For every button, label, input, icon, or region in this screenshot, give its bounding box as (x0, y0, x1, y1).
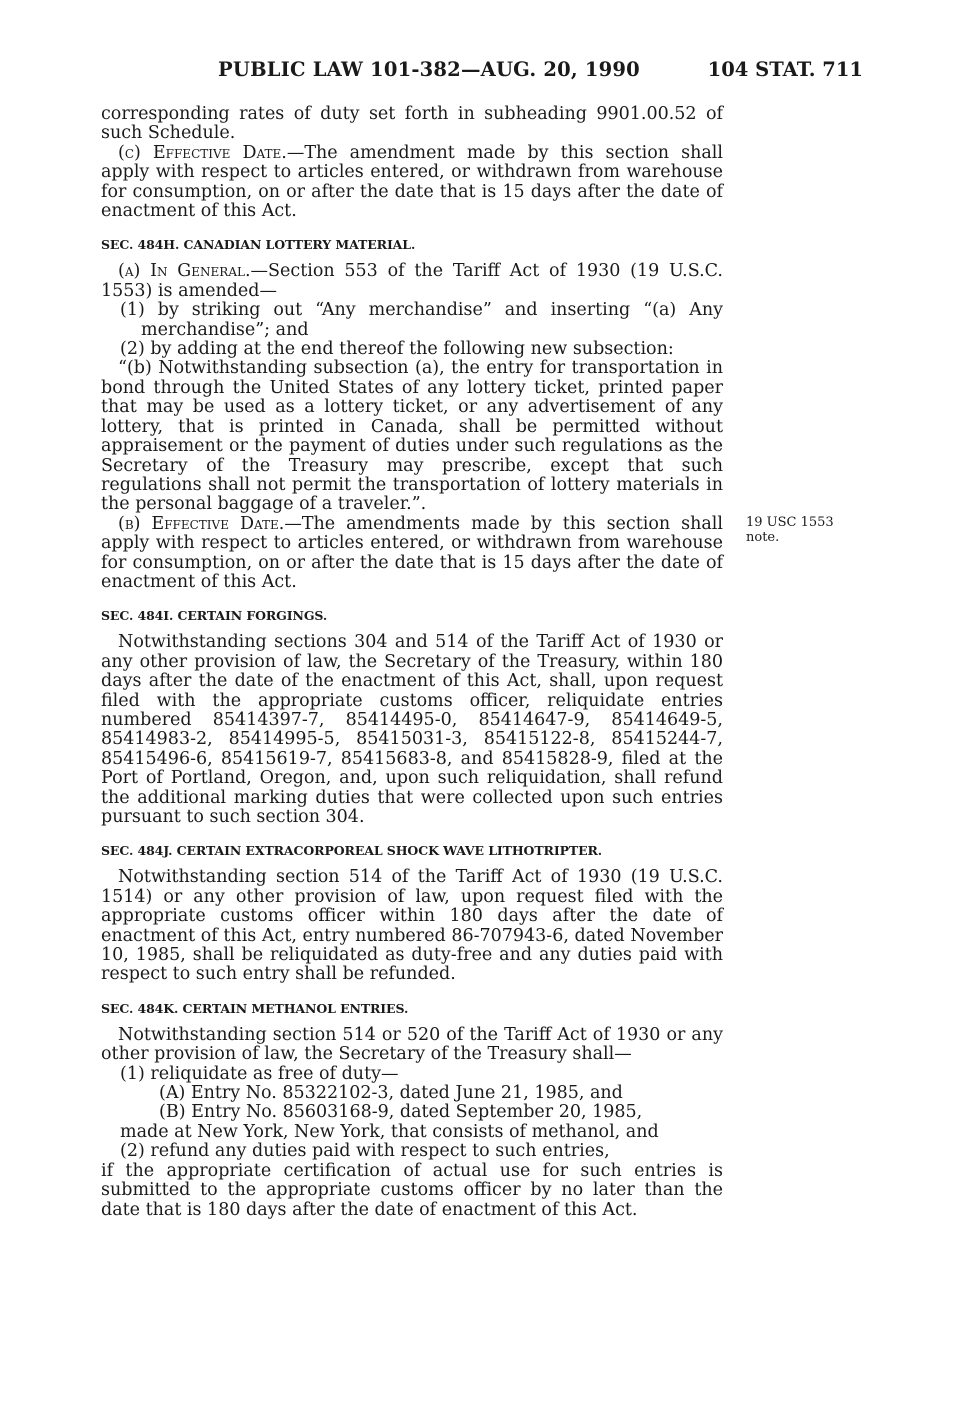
quoted-subsection-b: “(b) Notwithstanding subsection (a), the entry for transportation in bond through the United States of any lottery ticket, printed paper that may be used as a lottery ticket, or any advertisement of any lottery, that is printed in Canada, shall be permitted without appraisement or the payment of duties under such regulations as the Secretary of the Treasury may prescribe, except that such regulations shall not permit the transportation of lottery materials in the personal baggage of a traveler.”. (101, 358, 723, 515)
statute-body (101, 105, 723, 1220)
section-heading-484h: SEC. 484H. CANADIAN LOTTERY MATERIAL. (101, 237, 416, 253)
section-484k-text: Notwithstanding section 514 or 520 of the Tariff Act of 1930 or any other provision of law, the Secretary of the Treasury shall— (101, 1024, 723, 1065)
section-heading-484k: SEC. 484K. CERTAIN METHANOL ENTRIES. (101, 1000, 409, 1016)
subsection-heading: (c) Effective Date. (118, 142, 287, 163)
subsection-heading: (b) Effective Date. (118, 513, 285, 534)
section-heading-484i: SEC. 484I. CERTAIN FORGINGS. (101, 608, 328, 624)
page-header (100, 58, 863, 88)
section-484j-text: Notwithstanding section 514 of the Tariff Act of 1930 (19 U.S.C. 1514) or any other provision of law, upon request filed with the appropriate customs officer within 180 days after the date of enactment of this Act, entry numbered 86-707943-6, dated November 10, 1985, shall be reliquidated as duty-free and any duties paid with respect to such entry shall be refunded. (101, 867, 723, 985)
subsection-a (101, 262, 723, 301)
clause-1: (1) reliquidate as free of duty— (120, 1063, 399, 1084)
margin-citation (746, 515, 834, 545)
subsection-heading: (a) In General. (118, 261, 251, 282)
stat-page-number: 104 STAT. 711 (707, 58, 863, 81)
clause-1: (1) by striking out “Any merchandise” and inserting “(a) Any merchandise”; and (120, 300, 723, 340)
margin-citation-line: note. (746, 530, 780, 545)
subclause-B: (B) Entry No. 85603168-9, dated September 20, 1985, (159, 1102, 643, 1123)
clause-1-continuation: made at New York, New York, that consists of methanol, and (120, 1121, 659, 1142)
paragraph-text: —The amendment made by this section shall apply with respect to articles entered, or withdrawn from warehouse for consumption, on or after the date that is 15 days after the date of enactment of this Act. (101, 142, 723, 222)
margin-citation-line: 19 USC 1553 (746, 515, 834, 530)
continued-paragraph: corresponding rates of duty set forth in subheading 9901.00.52 of such Schedule. (101, 104, 723, 144)
subclause-A: (A) Entry No. 85322102-3, dated June 21, 1985, and (159, 1083, 623, 1104)
paragraph-text: —Section 553 of the Tariff Act of 1930 (19 U.S.C. 1553) is amended— (101, 261, 723, 301)
subsection-b (101, 515, 723, 593)
clause-2: (2) by adding at the end thereof the following new subsection: (120, 339, 674, 360)
paragraph-text: —The amendments made by this section shall apply with respect to articles entered, or withdrawn from warehouse for consumption, on or after the date that is 15 days after the date of enactment of this Act. (101, 513, 723, 592)
running-title: PUBLIC LAW 101-382—AUG. 20, 1990 (218, 58, 640, 81)
closing-paragraph: if the appropriate certification of actual use for such entries is submitted to the appropriate customs officer by no later than the date that is 180 days after the date of enactment of this Act. (101, 1160, 723, 1220)
section-484i-text: Notwithstanding sections 304 and 514 of the Tariff Act of 1930 or any other provision of law, the Secretary of the Treasury, within 180 days after the date of the enactment of this Act, shall, upon request filed with the appropriate customs officer, reliquidate entries numbered 85414397-7, 85414495-0, 85414647-9, 85414649-5, 85414983-2, 85414995-5, 85415031-3, 85415122-8, 85415244-7, 85415496-6, 85415619-7, 85415683-8, and 85415828-9, filed at the Port of Portland, Oregon, and, upon such reliquidation, shall refund the additional marking duties that were collected upon such entries pursuant to such section 304. (101, 632, 723, 827)
section-heading-484j: SEC. 484J. CERTAIN EXTRACORPOREAL SHOCK WAVE LITHOTRIPTER. (101, 843, 603, 859)
clause-2: (2) refund any duties paid with respect to such entries, (120, 1141, 610, 1162)
effective-date-paragraph (101, 144, 723, 222)
